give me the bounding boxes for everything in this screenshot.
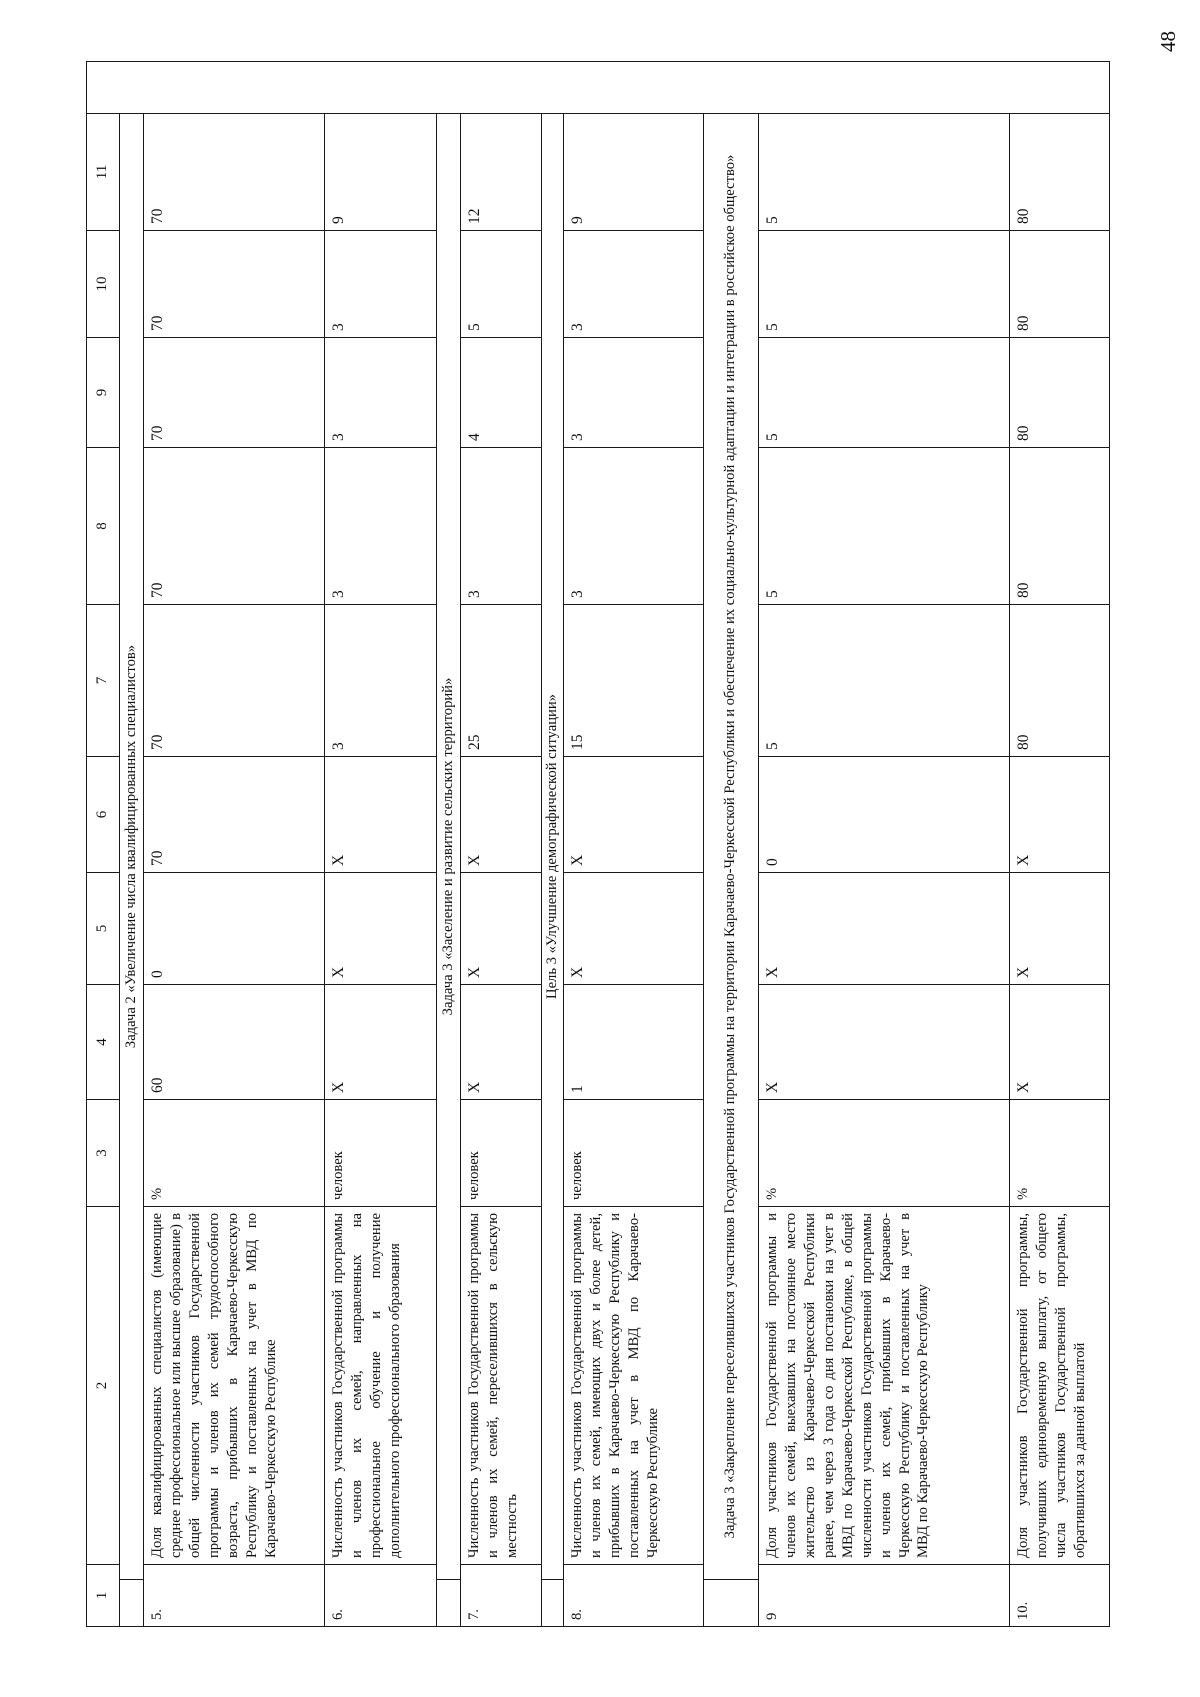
value-cell: 70 xyxy=(143,605,325,757)
value-cell: X xyxy=(758,985,1010,1100)
unit-cell: человек xyxy=(461,1100,542,1207)
value-cell: 12 xyxy=(461,114,542,231)
value-cell: 4 xyxy=(461,338,542,448)
value-cell: 1 xyxy=(563,985,703,1100)
value-cell: 3 xyxy=(563,338,703,448)
indicator-name: Численность участников Государственной программы и членов их семей, направленных на профессиональное обучение и получение дополнительного профессионального образования xyxy=(325,1207,437,1565)
indicator-name: Численность участников Государственной программы и членов их семей, имеющих двух и более детей, прибывших в Карачаево-Черкесскую Республику и поставленных на учет в МВД по Карачаево-Черкесскую Республике xyxy=(563,1207,703,1565)
value-cell: 70 xyxy=(143,114,325,231)
value-cell: 3 xyxy=(563,448,703,605)
value-cell: 25 xyxy=(461,605,542,757)
value-cell: X xyxy=(1010,985,1110,1100)
value-cell: X xyxy=(325,757,437,873)
header-cell-2: 2 xyxy=(87,1207,120,1565)
row-number: 10. xyxy=(1010,1565,1110,1627)
unit-cell: % xyxy=(143,1100,325,1207)
value-cell: 70 xyxy=(143,448,325,605)
section-gap-cell xyxy=(542,1580,564,1627)
indicator-name: Доля квалифицированных специалистов (имеющие среднее профессиональное или высшее образование) в общей численности участников Государственной программы и членов их семей трудоспособного возраста, прибывших в Карачаево-Черкесскую Республику и поставленных на учет в МВД по Карачаево-Черкесскую Республике xyxy=(143,1207,325,1565)
value-cell: 9 xyxy=(325,114,437,231)
value-cell: 3 xyxy=(325,605,437,757)
section-task3-integration: Задача 3 «Закрепление переселившихся участников Государственной программы на территории Карачаево-Черкесской Республики и обеспечение их социально-культурной адаптации и интеграции в российское общество» xyxy=(704,114,759,1580)
section-row xyxy=(542,62,564,1627)
value-cell: 80 xyxy=(1010,114,1110,231)
value-cell: 5 xyxy=(758,231,1010,338)
value-cell: 3 xyxy=(563,231,703,338)
section-goal3: Цель 3 «Улучшение демографической ситуации» xyxy=(542,114,564,1580)
value-cell: X xyxy=(325,873,437,985)
row-number: 5. xyxy=(143,1565,325,1627)
page-number: 48 xyxy=(1156,31,1180,52)
value-cell: 70 xyxy=(143,231,325,338)
value-cell: X xyxy=(1010,757,1110,873)
value-cell: 80 xyxy=(1010,231,1110,338)
section-task2: Задача 2 «Увеличение числа квалифицированных специалистов» xyxy=(119,114,143,1580)
header-cell-9: 9 xyxy=(87,338,120,448)
value-cell: 5 xyxy=(758,114,1010,231)
header-cell-1: 1 xyxy=(87,1565,120,1627)
section-row xyxy=(437,62,461,1627)
value-cell: 3 xyxy=(325,231,437,338)
section-gap-cell xyxy=(119,1580,143,1627)
header-cell-6: 6 xyxy=(87,757,120,873)
section-row xyxy=(119,62,143,1627)
value-cell: 9 xyxy=(563,114,703,231)
value-cell: 80 xyxy=(1010,338,1110,448)
indicator-name: Численность участников Государственной программы и членов их семей, переселившихся в сельскую местность xyxy=(461,1207,542,1565)
indicators-table xyxy=(86,61,1110,1627)
value-cell: 0 xyxy=(143,873,325,985)
value-cell: 5 xyxy=(758,338,1010,448)
value-cell: X xyxy=(563,873,703,985)
header-cell-11: 11 xyxy=(87,114,120,231)
value-cell: 0 xyxy=(758,757,1010,873)
table-row xyxy=(325,62,437,1627)
row-number: 6. xyxy=(325,1565,437,1627)
value-cell: X xyxy=(563,757,703,873)
table-row xyxy=(758,62,1010,1627)
unit-cell: % xyxy=(1010,1100,1110,1207)
header-cell-3: 3 xyxy=(87,1100,120,1207)
section-row xyxy=(704,62,759,1627)
unit-cell: человек xyxy=(325,1100,437,1207)
value-cell: X xyxy=(325,985,437,1100)
header-cell-10: 10 xyxy=(87,231,120,338)
table-row xyxy=(1010,62,1110,1627)
value-cell: 3 xyxy=(325,448,437,605)
value-cell: X xyxy=(461,757,542,873)
value-cell: X xyxy=(1010,873,1110,985)
section-gap-cell xyxy=(437,1580,461,1627)
header-cell-7: 7 xyxy=(87,605,120,757)
table-row xyxy=(563,62,703,1627)
right-margin-column xyxy=(87,62,1110,114)
row-number: 7. xyxy=(461,1565,542,1627)
value-cell: X xyxy=(461,873,542,985)
value-cell: 70 xyxy=(143,757,325,873)
table-row xyxy=(461,62,542,1627)
section-gap-cell xyxy=(704,1580,759,1627)
value-cell: X xyxy=(461,985,542,1100)
header-cell-5: 5 xyxy=(87,873,120,985)
value-cell: 5 xyxy=(461,231,542,338)
header-cell-8: 8 xyxy=(87,448,120,605)
value-cell: 3 xyxy=(325,338,437,448)
value-cell: 80 xyxy=(1010,605,1110,757)
value-cell: 3 xyxy=(461,448,542,605)
unit-cell: % xyxy=(758,1100,1010,1207)
value-cell: 5 xyxy=(758,605,1010,757)
indicator-name: Доля участников Государственной программы и членов их семей, выехавших на постоянное место жительство из Карачаево-Черкесской Республики ранее, чем через 3 года со дня постановки на учет в МВД по Карачаево-Черкесской Республике, в общей численности участников Государственной программы и членов их семей, прибывших в Карачаево-Черкесскую Республику и поставленных на учет в МВД по Карачаево-Черкесскую Республику xyxy=(758,1207,1010,1565)
unit-cell: человек xyxy=(563,1100,703,1207)
table-row xyxy=(143,62,325,1627)
value-cell: 5 xyxy=(758,448,1010,605)
value-cell: X xyxy=(758,873,1010,985)
value-cell: 15 xyxy=(563,605,703,757)
row-number: 9 xyxy=(758,1565,1010,1627)
indicator-name: Доля участников Государственной программы, получивших единовременную выплату, от общего числа участников Государственной программы, обратившихся за данной выплатой xyxy=(1010,1207,1110,1565)
header-row xyxy=(87,62,120,1627)
value-cell: 70 xyxy=(143,338,325,448)
value-cell: 80 xyxy=(1010,448,1110,605)
value-cell: 60 xyxy=(143,985,325,1100)
row-number: 8. xyxy=(563,1565,703,1627)
rotated-table-wrapper xyxy=(86,62,1110,1627)
section-task3-rural: Задача 3 «Заселение и развитие сельских территорий» xyxy=(437,114,461,1580)
header-cell-4: 4 xyxy=(87,985,120,1100)
